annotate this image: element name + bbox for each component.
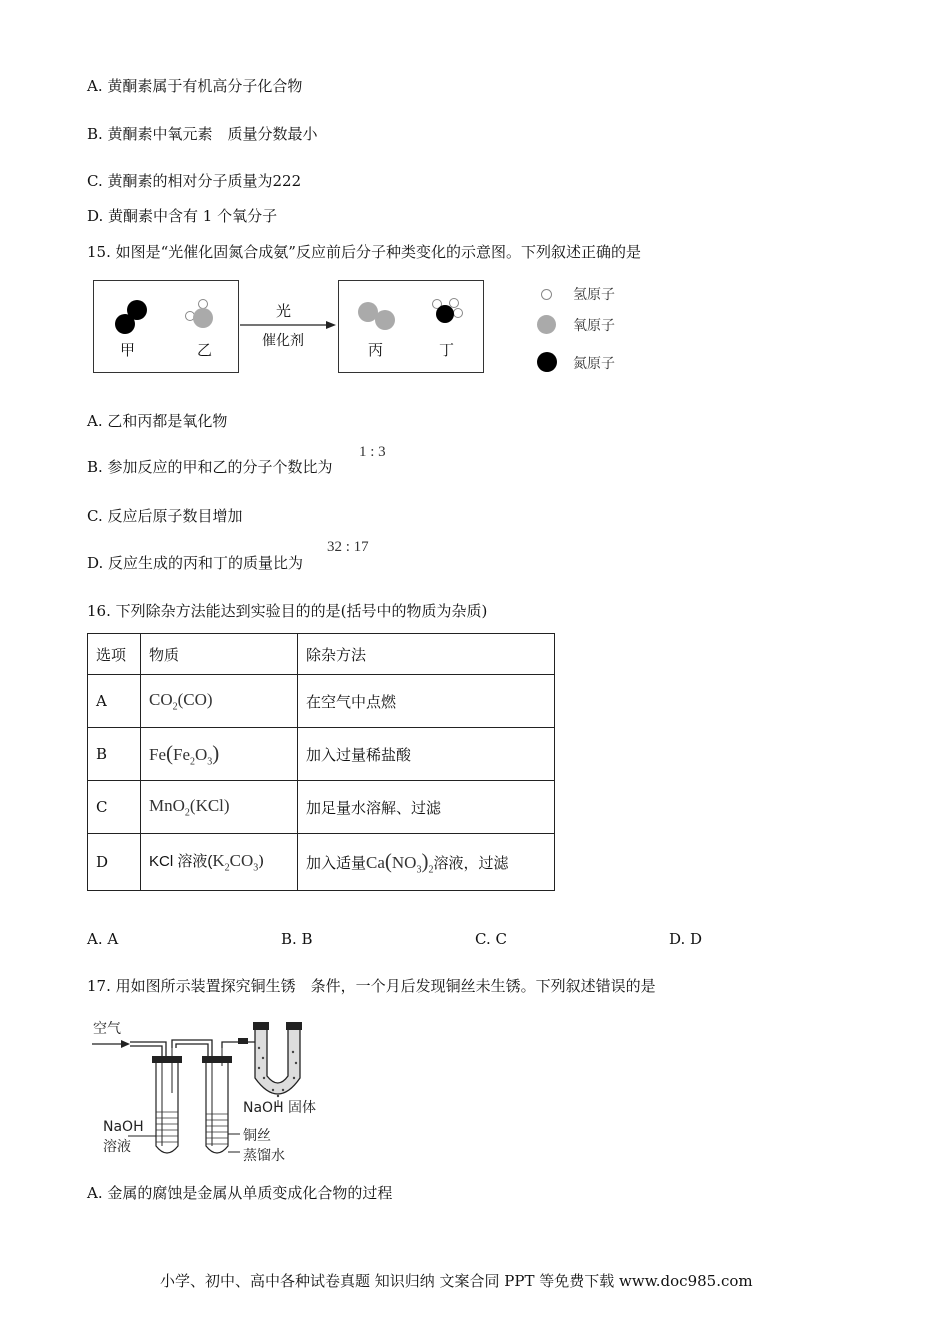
q16-choice-a: A. A (87, 930, 119, 948)
method-suffix: 溶液，过滤 (433, 853, 509, 872)
q15-option-a: A. 乙和丙都是氧化物 (87, 412, 228, 430)
q16-stem: 16. 下列除杂方法能达到实验目的的是(括号中的物质为杂质) (87, 602, 488, 620)
header-method: 除杂方法 (298, 634, 555, 675)
q14-option-a: A. 黄酮素属于有机高分子化合物 (87, 77, 303, 95)
row-option: A (88, 675, 141, 728)
q15-option-c: C. 反应后原子数目增加 (87, 507, 243, 525)
q14-option-c: C. 黄酮素的相对分子质量为222 (87, 172, 302, 190)
row-method: 在空气中点燃 (298, 675, 555, 728)
nitrogen-atom (436, 305, 454, 323)
q16-choice-d: D. D (669, 930, 703, 948)
q16-choice-c: C. C (475, 930, 507, 948)
q15-option-b-ratio: 1 : 3 (359, 444, 386, 460)
label-yi: 乙 (197, 341, 213, 359)
products-box (338, 280, 484, 373)
label-bing: 丙 (368, 341, 384, 359)
label-air: 空气 (93, 1021, 121, 1037)
label-solution: 溶液 (103, 1139, 131, 1155)
kcl-solution-label: KCl 溶液( (149, 853, 213, 871)
arrow-label-catalyst: 催化剂 (262, 333, 304, 349)
row-method: 加入适量$Ca(NO_3)_2$溶液，过滤 (298, 834, 555, 891)
row-option: B (88, 728, 141, 781)
oxygen-atom (193, 308, 213, 328)
label-ding: 丁 (439, 341, 455, 359)
q16-choice-b: B. B (281, 930, 313, 948)
row-substance: KCl 溶液$(K_2CO_3)$ (141, 834, 298, 891)
legend-nitrogen: 氮原子 (573, 356, 615, 372)
table-row (88, 781, 555, 834)
label-copper-wire: 铜丝 (243, 1128, 271, 1144)
legend-oxygen: 氧原子 (573, 318, 615, 334)
q15-option-b: B. 参加反应的甲和乙的分子个数比为 (87, 458, 333, 476)
row-option: C (88, 781, 141, 834)
q14-option-d: D. 黄酮素中含有 1 个氧分子 (87, 207, 278, 225)
table-row (88, 675, 555, 728)
table-row (88, 834, 555, 891)
legend-nitrogen-icon (537, 352, 557, 372)
arrow-label-light: 光 (276, 302, 292, 320)
q16-table (87, 633, 555, 891)
table-row (88, 728, 555, 781)
label-naoh: NaOH (103, 1119, 144, 1135)
label-distilled-water: 蒸馏水 (243, 1148, 285, 1164)
q15-option-d-ratio: 32 : 17 (327, 539, 369, 555)
legend-hydrogen-icon (541, 289, 552, 300)
header-substance: 物质 (141, 634, 298, 675)
label-naoh-solid: NaOH 固体 (243, 1100, 317, 1116)
hydrogen-atom (453, 308, 463, 318)
legend-hydrogen: 氢原子 (573, 287, 615, 303)
row-substance: $CO_2(CO)$ (141, 675, 298, 728)
label-jia: 甲 (120, 341, 136, 359)
method-prefix: 加入适量 (306, 853, 367, 872)
row-method: 加足量水溶解、过滤 (298, 781, 555, 834)
table-header-row (88, 634, 555, 675)
row-option: D (88, 834, 141, 891)
reactants-box (93, 280, 239, 373)
legend-oxygen-icon (537, 315, 556, 334)
q15-stem: 15. 如图是“光催化固氮合成氨”反应前后分子种类变化的示意图。下列叙述正确的是 (87, 243, 641, 261)
oxygen-atom (375, 310, 395, 330)
nitrogen-atom (115, 314, 135, 334)
q17-stem: 17. 用如图所示装置探究铜生锈 条件，一个月后发现铜丝未生锈。下列叙述错误的是 (87, 977, 656, 995)
q14-option-b: B. 黄酮素中氧元素 质量分数最小 (87, 125, 318, 143)
header-option: 选项 (88, 634, 141, 675)
row-substance: MnO$_2$(KCl) (141, 781, 298, 834)
q15-option-d: D. 反应生成的丙和丁的质量比为 (87, 554, 304, 572)
q17-option-a: A. 金属的腐蚀是金属从单质变成化合物的过程 (87, 1184, 393, 1202)
row-substance: $Fe(Fe_2O_3)$ (141, 728, 298, 781)
page-footer: 小学、初中、高中各种试卷真题 知识归纳 文案合同 PPT 等免费下载 www.doc985.com (160, 1272, 753, 1290)
row-method: 加入过量稀盐酸 (298, 728, 555, 781)
